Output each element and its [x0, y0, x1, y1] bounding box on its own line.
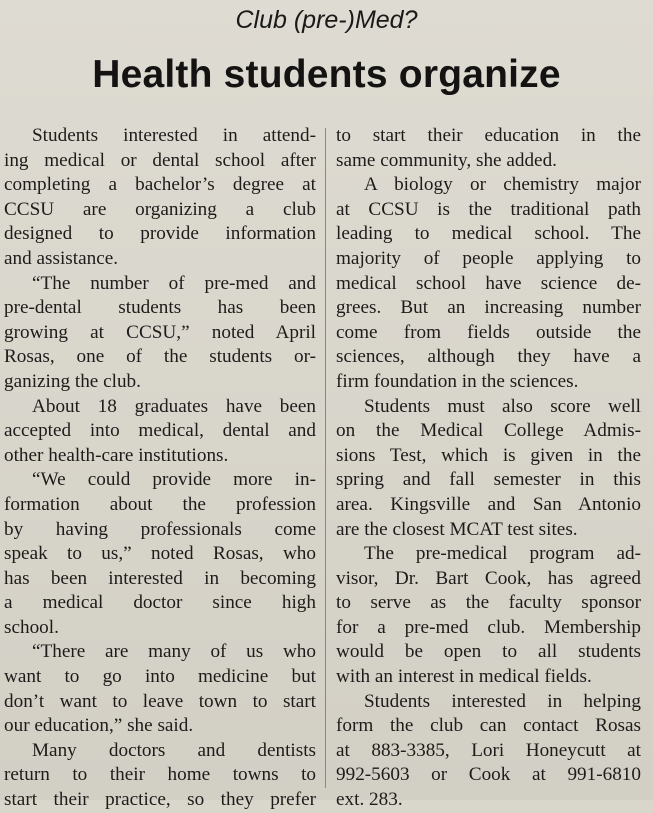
article-text-line: speak to us,” noted Rosas, who: [4, 543, 316, 565]
article-text-line: come from fields outside the: [336, 321, 641, 343]
article-text-line: our education,” she said.: [4, 715, 194, 737]
article-text-line: at CCSU is the traditional path: [336, 198, 641, 220]
article-column-right: [336, 124, 641, 813]
article-text-line: form the club can contact Rosas: [336, 715, 641, 737]
column-divider: [325, 128, 326, 788]
article-text-line: visor, Dr. Bart Cook, has agreed: [336, 567, 641, 589]
article-text-line: for a pre-med club. Membership: [336, 616, 641, 638]
article-text-line: want to go into medicine but: [4, 666, 316, 688]
article-text-line: has been interested in becoming: [4, 567, 316, 589]
article-text-line: majority of people applying to: [336, 247, 641, 269]
article-text-line: grees. But an increasing number: [336, 297, 641, 319]
article-text-line: designed to provide information: [4, 223, 316, 245]
article-text-line: accepted into medical, dental and: [4, 420, 316, 442]
article-text-line: CCSU are organizing a club: [4, 198, 316, 220]
article-text-line: pre-dental students has been: [4, 297, 316, 319]
article-text-line: and assistance.: [4, 247, 119, 269]
article-text-line: return to their home towns to: [4, 764, 316, 786]
article-text-line: “We could provide more in-: [32, 469, 316, 491]
article-text-line: to serve as the faculty sponsor: [336, 592, 641, 614]
article-text-line: medical school have science de-: [336, 272, 641, 294]
article-text-line: other health-care institutions.: [4, 444, 229, 466]
article-text-line: are the closest MCAT test sites.: [336, 518, 578, 540]
article-column-left: [4, 124, 316, 813]
article-kicker: Club (pre-)Med?: [235, 6, 418, 34]
article-text-line: would be open to all students: [336, 641, 641, 663]
article-text-line: Many doctors and dentists: [32, 739, 316, 761]
article-text-line: to start their education in the: [336, 125, 641, 146]
article-text-line: with an interest in medical fields.: [336, 666, 592, 688]
article-text-line: ganizing the club.: [4, 370, 141, 392]
article-text-line: don’t want to leave town to start: [4, 690, 316, 712]
article-text-line: ing medical or dental school after: [4, 149, 316, 171]
article-text-line: Rosas, one of the students or-: [4, 346, 316, 368]
article-text-line: school.: [4, 616, 59, 638]
article-text-line: same community, she added.: [336, 149, 557, 171]
article-text-line: firm foundation in the sciences.: [336, 370, 579, 392]
article-text-line: Students interested in attend-: [32, 125, 316, 146]
article-text-line: “The number of pre-med and: [32, 272, 316, 294]
article-text-line: a medical doctor since high: [4, 592, 316, 614]
article-text-line: area. Kingsville and San Antonio: [336, 493, 641, 515]
article-text-line: ext. 283.: [336, 789, 403, 811]
article-headline: Health students organize: [92, 53, 561, 96]
article-text-line: sciences, although they have a: [336, 346, 641, 368]
article-text-line: sions Test, which is given in the: [336, 444, 641, 466]
article-text-line: About 18 graduates have been: [32, 395, 316, 417]
article-text-line: formation about the profession: [4, 493, 316, 515]
article-text-line: Students must also score well: [364, 395, 641, 417]
article-text-line: Students interested in helping: [364, 690, 641, 712]
article-text-line: leading to medical school. The: [336, 223, 641, 245]
article-text-line: start their practice, so they prefer: [4, 789, 316, 811]
article-text-line: on the Medical College Admis-: [336, 420, 641, 442]
article-text-line: completing a bachelor’s degree at: [4, 174, 316, 196]
article-text-line: growing at CCSU,” noted April: [4, 321, 316, 343]
article-text-line: spring and fall semester in this: [336, 469, 641, 491]
article-text-line: A biology or chemistry major: [364, 174, 641, 196]
article-text-line: The pre-medical program ad-: [364, 543, 641, 565]
article-text-line: at 883-3385, Lori Honeycutt at: [336, 739, 641, 761]
article-text-line: 992-5603 or Cook at 991-6810: [336, 764, 641, 786]
article-text-line: “There are many of us who: [32, 641, 316, 663]
article-text-line: by having professionals come: [4, 518, 316, 540]
